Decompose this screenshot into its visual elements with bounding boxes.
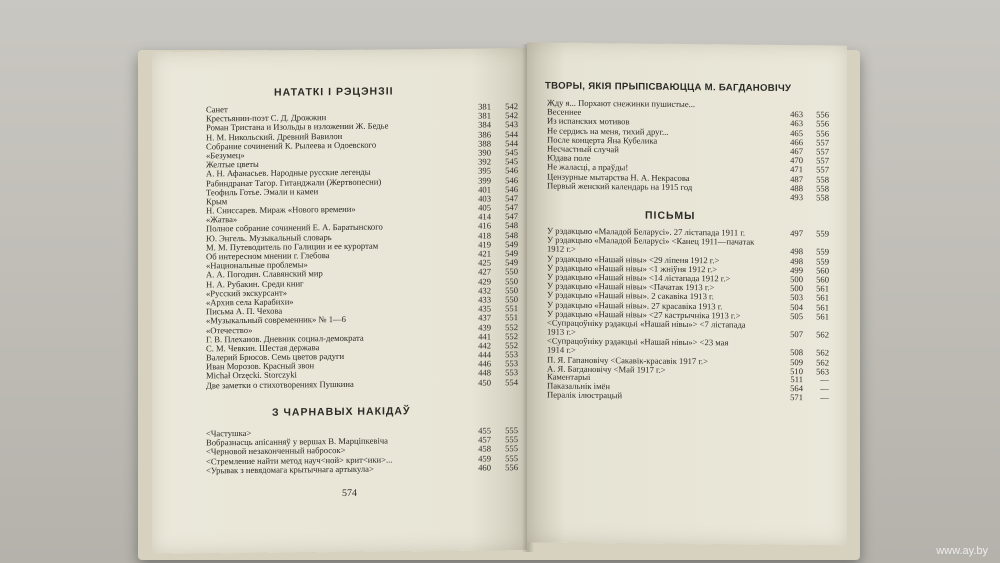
toc-entry-comment-page: 543: [505, 119, 518, 130]
toc-entry-comment-page: 558: [816, 173, 829, 184]
left-section-title-drafts: З ЧАРНАВЫХ НАКІДАЎ: [272, 405, 411, 419]
toc-entry-page: 500: [790, 274, 803, 285]
toc-entry-comment-page: 556: [505, 461, 518, 473]
toc-entry-title: <Урывак з невядомага крытычнага артыкула>: [206, 463, 374, 476]
right-page: [527, 42, 847, 545]
toc-entry-title: У рэдакцыю «Нашай нівы» <27 кастрычніка 1913 г.>: [547, 308, 741, 321]
left-toc-list-notes: [206, 102, 520, 390]
toc-entry-comment-page: 559: [816, 228, 829, 239]
toc-entry-comment-page: 550: [505, 294, 518, 305]
toc-entry-title: 1914 г.>: [547, 344, 576, 356]
toc-entry-page: 455: [478, 425, 491, 436]
toc-entry-title: А. Я. Багдановічу <Май 1917 г.>: [547, 363, 666, 375]
toc-entry-page: 418: [478, 230, 491, 241]
toc-entry-comment-page: 548: [505, 229, 518, 240]
toc-entry-comment-page: 557: [816, 146, 829, 157]
toc-entry-page: 381: [478, 110, 491, 121]
toc-entry-title: Валерий Брюсов. Семь цветов радуги: [206, 351, 345, 363]
toc-entry-comment-page: 546: [505, 183, 518, 194]
toc-entry-comment-page: 544: [505, 128, 518, 139]
toc-entry-title: «Архив села Карабихи»: [206, 296, 294, 308]
toc-entry-page: 448: [478, 367, 491, 378]
toc-entry-comment-page: 555: [505, 434, 518, 445]
toc-entry-comment-page: 558: [816, 192, 829, 203]
toc-entry-page: 463: [790, 109, 803, 120]
page-number: 574: [342, 487, 357, 499]
toc-entry-comment-page: 545: [505, 147, 518, 158]
toc-entry-page: 460: [478, 462, 491, 473]
toc-entry-page: 425: [478, 257, 491, 268]
toc-entry-title: Michał Orzęcki. Storczyki: [206, 369, 297, 381]
left-page: [152, 48, 527, 554]
toc-entry-title: У рэдакцыю «Нашай нівы» <Пачатак 1913 г.>: [547, 280, 715, 293]
toc-entry-title: У рэдакцыю «Нашай нівы» <29 ліпеня 1912 г.>: [547, 253, 720, 265]
toc-entry-title: Из испанских мотивов: [547, 115, 630, 127]
toc-entry-comment-page: —: [820, 383, 829, 394]
toc-entry-title: <Стремление найти метод науч<ной> крит<ики>...: [206, 454, 393, 466]
toc-entry-comment-page: —: [820, 392, 829, 403]
toc-entry-comment-page: 557: [816, 164, 829, 175]
toc-entry-comment-page: 561: [816, 283, 829, 294]
toc-entry-comment-page: 554: [505, 376, 518, 387]
toc-entry-page: 405: [478, 202, 491, 213]
toc-entry-comment-page: 542: [505, 110, 518, 121]
toc-entry-comment-page: —: [820, 374, 829, 385]
toc-entry-title: <Супрацоўніку рэдакцыі «Нашай нівы»> <23 мая: [547, 335, 729, 348]
toc-entry-page: 471: [790, 164, 803, 175]
toc-entry-title: У рэдакцыю «Нашай нівы» <14 лістапада 1912 г.>: [547, 271, 731, 284]
toc-entry-comment-page: 550: [505, 275, 518, 286]
toc-entry-title: Н. А. Рубакин. Среди книг: [206, 277, 304, 289]
toc-entry-title: Роман Тристана и Изольды в изложении Ж. Бедье: [206, 120, 389, 133]
toc-entry-page: 510: [790, 365, 803, 377]
toc-entry-page: 433: [478, 294, 491, 305]
toc-entry-comment-page: 552: [505, 330, 518, 341]
toc-entry-comment-page: 544: [505, 137, 518, 149]
toc-entry-comment-page: 553: [505, 358, 518, 369]
toc-entry-title: Рабиндранат Тагор. Гитанджали (Жертвопесни): [206, 176, 382, 188]
right-toc-list-attributed: [547, 99, 839, 203]
toc-entry-page: 508: [790, 347, 803, 358]
right-toc-list-letters: [547, 227, 839, 377]
toc-entry-page: 419: [478, 239, 491, 250]
toc-entry-page: 458: [478, 443, 491, 454]
toc-entry-title: У рэдакцыю «Маладой Беларусі» <Канец 1911—пачатак: [547, 234, 755, 247]
toc-entry-comment-page: 550: [505, 266, 518, 277]
toc-entry-page: 509: [790, 356, 803, 367]
toc-entry-page: 487: [790, 173, 803, 184]
toc-entry-page: 444: [478, 349, 491, 360]
toc-entry-title: М. М. Путеводитель по Галиции и ее курортам: [206, 240, 379, 253]
toc-entry-title: «Безумец»: [206, 149, 245, 161]
toc-entry-title: С. М. Чевкин. Шестая держава: [206, 342, 320, 354]
toc-entry-title: Н. Сниссарев. Мираж «Нового времени»: [206, 203, 356, 216]
toc-entry-page: 442: [478, 340, 491, 351]
toc-entry-page: 384: [478, 119, 491, 130]
toc-entry-title: Письма А. П. Чехова: [206, 305, 283, 317]
toc-entry-comment-page: 546: [505, 174, 518, 185]
toc-entry-title: Вобразнасць апісанняў у вершах В. Марціпкевіча: [206, 435, 388, 448]
toc-entry-page: 457: [478, 434, 491, 445]
toc-entry-comment-page: 560: [816, 265, 829, 276]
toc-entry: [206, 378, 520, 390]
toc-entry-page: 427: [478, 266, 491, 277]
toc-entry-title: <Супрацоўніку рэдакцыі «Нашай нівы»> <7 лістапада: [547, 317, 746, 330]
toc-entry-comment-page: 557: [816, 155, 829, 166]
toc-entry-title: Собрание сочинений К. Рылеева и Одоевского: [206, 139, 377, 152]
toc-entry-title: Н. М. Никольский. Древний Вавилон: [206, 130, 343, 142]
toc-entry-title: <Черновой незаконченный набросок>: [206, 445, 346, 457]
toc-entry-comment-page: 542: [505, 101, 518, 112]
toc-entry-page: 507: [790, 329, 803, 340]
watermark-text: www.ay.by: [936, 545, 988, 557]
toc-entry-title: У рэдакцыю «Нашай нівы». 27 красавіка 1913 г.: [547, 299, 723, 311]
toc-entry-page: 511: [790, 374, 803, 385]
toc-entry-title: Крым: [206, 196, 228, 207]
toc-entry-title: «Отечество»: [206, 324, 253, 335]
toc-entry-page: 403: [478, 193, 491, 204]
toc-entry-title: 1913 г.>: [547, 326, 576, 337]
left-section-title-notes: НАТАТКІ І РЭЦЭНЗІІ: [274, 85, 394, 99]
toc-entry-title: Две заметки о стихотворениях Пушкина: [206, 378, 354, 391]
toc-entry-page: 392: [478, 156, 491, 167]
toc-entry-title: Г. В. Плеханов. Дневник социал-демократа: [206, 332, 364, 345]
toc-entry-page: 470: [790, 155, 803, 166]
toc-entry-title: «Национальные проблемы»: [206, 259, 308, 271]
toc-entry-comment-page: 552: [505, 340, 518, 351]
toc-entry: [547, 391, 839, 403]
toc-entry-title: Ю. Энгель. Музыкальный словарь: [206, 231, 332, 244]
toc-entry-title: Не жаласці, а праўды!: [547, 161, 629, 173]
toc-entry-title: Паказальнік імён: [547, 380, 610, 392]
toc-entry-comment-page: 556: [816, 118, 829, 129]
toc-entry-title: Весеннее: [547, 106, 582, 118]
toc-entry: [547, 190, 839, 202]
toc-entry-title: Теофиль Готье. Эмали и камеи: [206, 185, 319, 198]
toc-entry-title: А. А. Погодин. Славянский мир: [206, 268, 323, 280]
toc-entry-comment-page: 549: [505, 257, 518, 268]
toc-entry-page: 401: [478, 184, 491, 195]
toc-entry-title: Каментарыі: [547, 371, 591, 382]
toc-entry-page: 437: [478, 312, 491, 323]
toc-entry-page: 399: [478, 174, 491, 186]
toc-entry-title: Первый женский календарь на 1915 год: [547, 180, 693, 192]
toc-entry-comment-page: 557: [816, 137, 829, 148]
right-section-title-attributed: ТВОРЫ, ЯКІЯ ПРЫПІСВАЮЦЦА М. БАГДАНОВІЧУ: [545, 80, 792, 95]
toc-entry-page: 386: [478, 128, 491, 140]
toc-entry-title: <Частушка>: [206, 427, 252, 439]
toc-entry-page: 497: [790, 228, 803, 239]
toc-entry-page: 435: [478, 303, 491, 314]
toc-entry-title: У рэдакцыю «Нашай нівы» <1 жніўня 1912 г.>: [547, 262, 718, 275]
toc-entry-comment-page: 550: [505, 284, 518, 296]
toc-entry-page: 459: [478, 452, 491, 464]
toc-entry-comment-page: 553: [505, 367, 518, 378]
toc-entry-page: 571: [790, 392, 803, 403]
toc-entry-comment-page: 558: [816, 183, 829, 194]
toc-entry-comment-page: 545: [505, 156, 518, 167]
toc-entry-comment-page: 562: [816, 329, 829, 340]
toc-entry-title: «Жатва»: [206, 214, 238, 225]
toc-entry-comment-page: 555: [505, 452, 518, 463]
toc-entry-title: У рэдакцыю «Нашай нівы». 2 сакавіка 1913 г.: [547, 289, 714, 302]
left-toc-list-drafts: [206, 426, 520, 475]
toc-entry-page: 414: [478, 211, 491, 222]
toc-entry-title: П. Я. Гапановічу <Сакавік-красавік 1917 г.>: [547, 354, 708, 366]
toc-entry-title: Полное собрание сочинений Е. А. Баратынского: [206, 221, 383, 234]
toc-entry-title: Юдава поле: [547, 152, 591, 164]
toc-entry-page: 388: [478, 138, 491, 149]
toc-entry-comment-page: 551: [505, 312, 518, 323]
toc-entry-comment-page: 561: [816, 292, 829, 303]
toc-entry-comment-page: 555: [505, 443, 518, 454]
toc-entry-comment-page: 551: [505, 303, 518, 314]
toc-entry-page: 432: [478, 285, 491, 296]
toc-entry-page: 439: [478, 321, 491, 333]
toc-entry-title: А. Н. Афанасьев. Народные русские легенды: [206, 166, 371, 179]
toc-entry-comment-page: 562: [816, 356, 829, 368]
toc-entry-title: Несчастный случай: [547, 143, 619, 155]
toc-entry-title: 1912 г.>: [547, 243, 576, 255]
toc-entry-page: 504: [790, 301, 803, 312]
toc-entry-page: 505: [790, 310, 803, 321]
toc-entry-title: Иван Морозов. Красный звон: [206, 360, 315, 372]
toc-entry-title: После концерта Яна Кубелика: [547, 134, 658, 146]
toc-entry-comment-page: 556: [816, 109, 829, 120]
toc-entry-page: 429: [478, 275, 491, 287]
toc-entry-page: 465: [790, 127, 803, 138]
toc-entry-comment-page: 547: [505, 202, 518, 213]
toc-entry-comment-page: 555: [505, 425, 518, 436]
toc-entry-page: 467: [790, 146, 803, 157]
right-toc-list-appendix: [547, 373, 839, 404]
toc-entry-page: 416: [478, 220, 491, 231]
toc-entry-title: Цензурные мытарства Н. А. Некрасова: [547, 171, 690, 183]
toc-entry-comment-page: 560: [816, 274, 829, 285]
toc-entry-page: 564: [790, 383, 803, 394]
toc-entry-page: 498: [790, 246, 803, 257]
toc-entry-page: 503: [790, 292, 803, 303]
toc-entry-page: 390: [478, 147, 491, 158]
toc-entry-comment-page: 561: [816, 311, 829, 322]
toc-entry-comment-page: 549: [505, 238, 518, 250]
toc-entry-page: 499: [790, 264, 803, 275]
toc-entry-title: Не сердись на меня, тихий друг...: [547, 125, 669, 137]
toc-entry-comment-page: 547: [505, 193, 518, 204]
toc-entry-title: Пералік ілюстрацый: [547, 389, 623, 401]
toc-entry-comment-page: 553: [505, 349, 518, 360]
toc-entry-comment-page: 559: [816, 246, 829, 257]
toc-entry-comment-page: 548: [505, 220, 518, 231]
toc-entry-page: 488: [790, 182, 803, 193]
toc-entry-comment-page: 546: [505, 165, 518, 176]
toc-entry-title: Жду я... Порхают снежинки пушистые...: [547, 97, 696, 110]
toc-entry-title: «Русский экскурсант»: [206, 287, 288, 299]
toc-entry-comment-page: 549: [505, 248, 518, 259]
toc-entry-title: У рэдакцыю «Маладой Беларусі». 27 лістапада 1911 г.: [547, 225, 746, 238]
toc-entry-page: 421: [478, 248, 491, 259]
toc-entry-comment-page: 561: [816, 301, 829, 312]
toc-entry-page: 466: [790, 136, 803, 147]
toc-entry-page: 450: [478, 377, 491, 388]
toc-entry-title: Крестьянин-поэт С. Д. Дрожжин: [206, 112, 327, 124]
toc-entry-comment-page: 563: [816, 366, 829, 377]
toc-entry-title: Желтые цветы: [206, 158, 259, 170]
right-section-title-letters: ПІСЬМЫ: [645, 209, 696, 223]
toc-entry-page: 498: [790, 255, 803, 266]
toc-entry-title: Об интересном мнении г. Глебова: [206, 250, 330, 262]
toc-entry-page: 395: [478, 165, 491, 176]
toc-entry-page: 493: [790, 191, 803, 203]
toc-entry-page: 381: [478, 101, 491, 112]
toc-entry-comment-page: 556: [816, 127, 829, 139]
toc-entry-comment-page: 559: [816, 255, 829, 267]
toc-entry-title: Санет: [206, 104, 228, 115]
toc-entry-page: 446: [478, 358, 491, 369]
toc-entry: [206, 463, 520, 475]
toc-entry-comment-page: 552: [505, 321, 518, 332]
toc-entry-comment-page: 562: [816, 347, 829, 358]
toc-entry-title: «Музыкальный современник» № 1—6: [206, 314, 346, 326]
toc-entry-page: 463: [790, 118, 803, 129]
toc-entry-page: 441: [478, 331, 491, 342]
toc-entry-page: 500: [790, 283, 803, 294]
toc-entry-comment-page: 547: [505, 211, 518, 222]
